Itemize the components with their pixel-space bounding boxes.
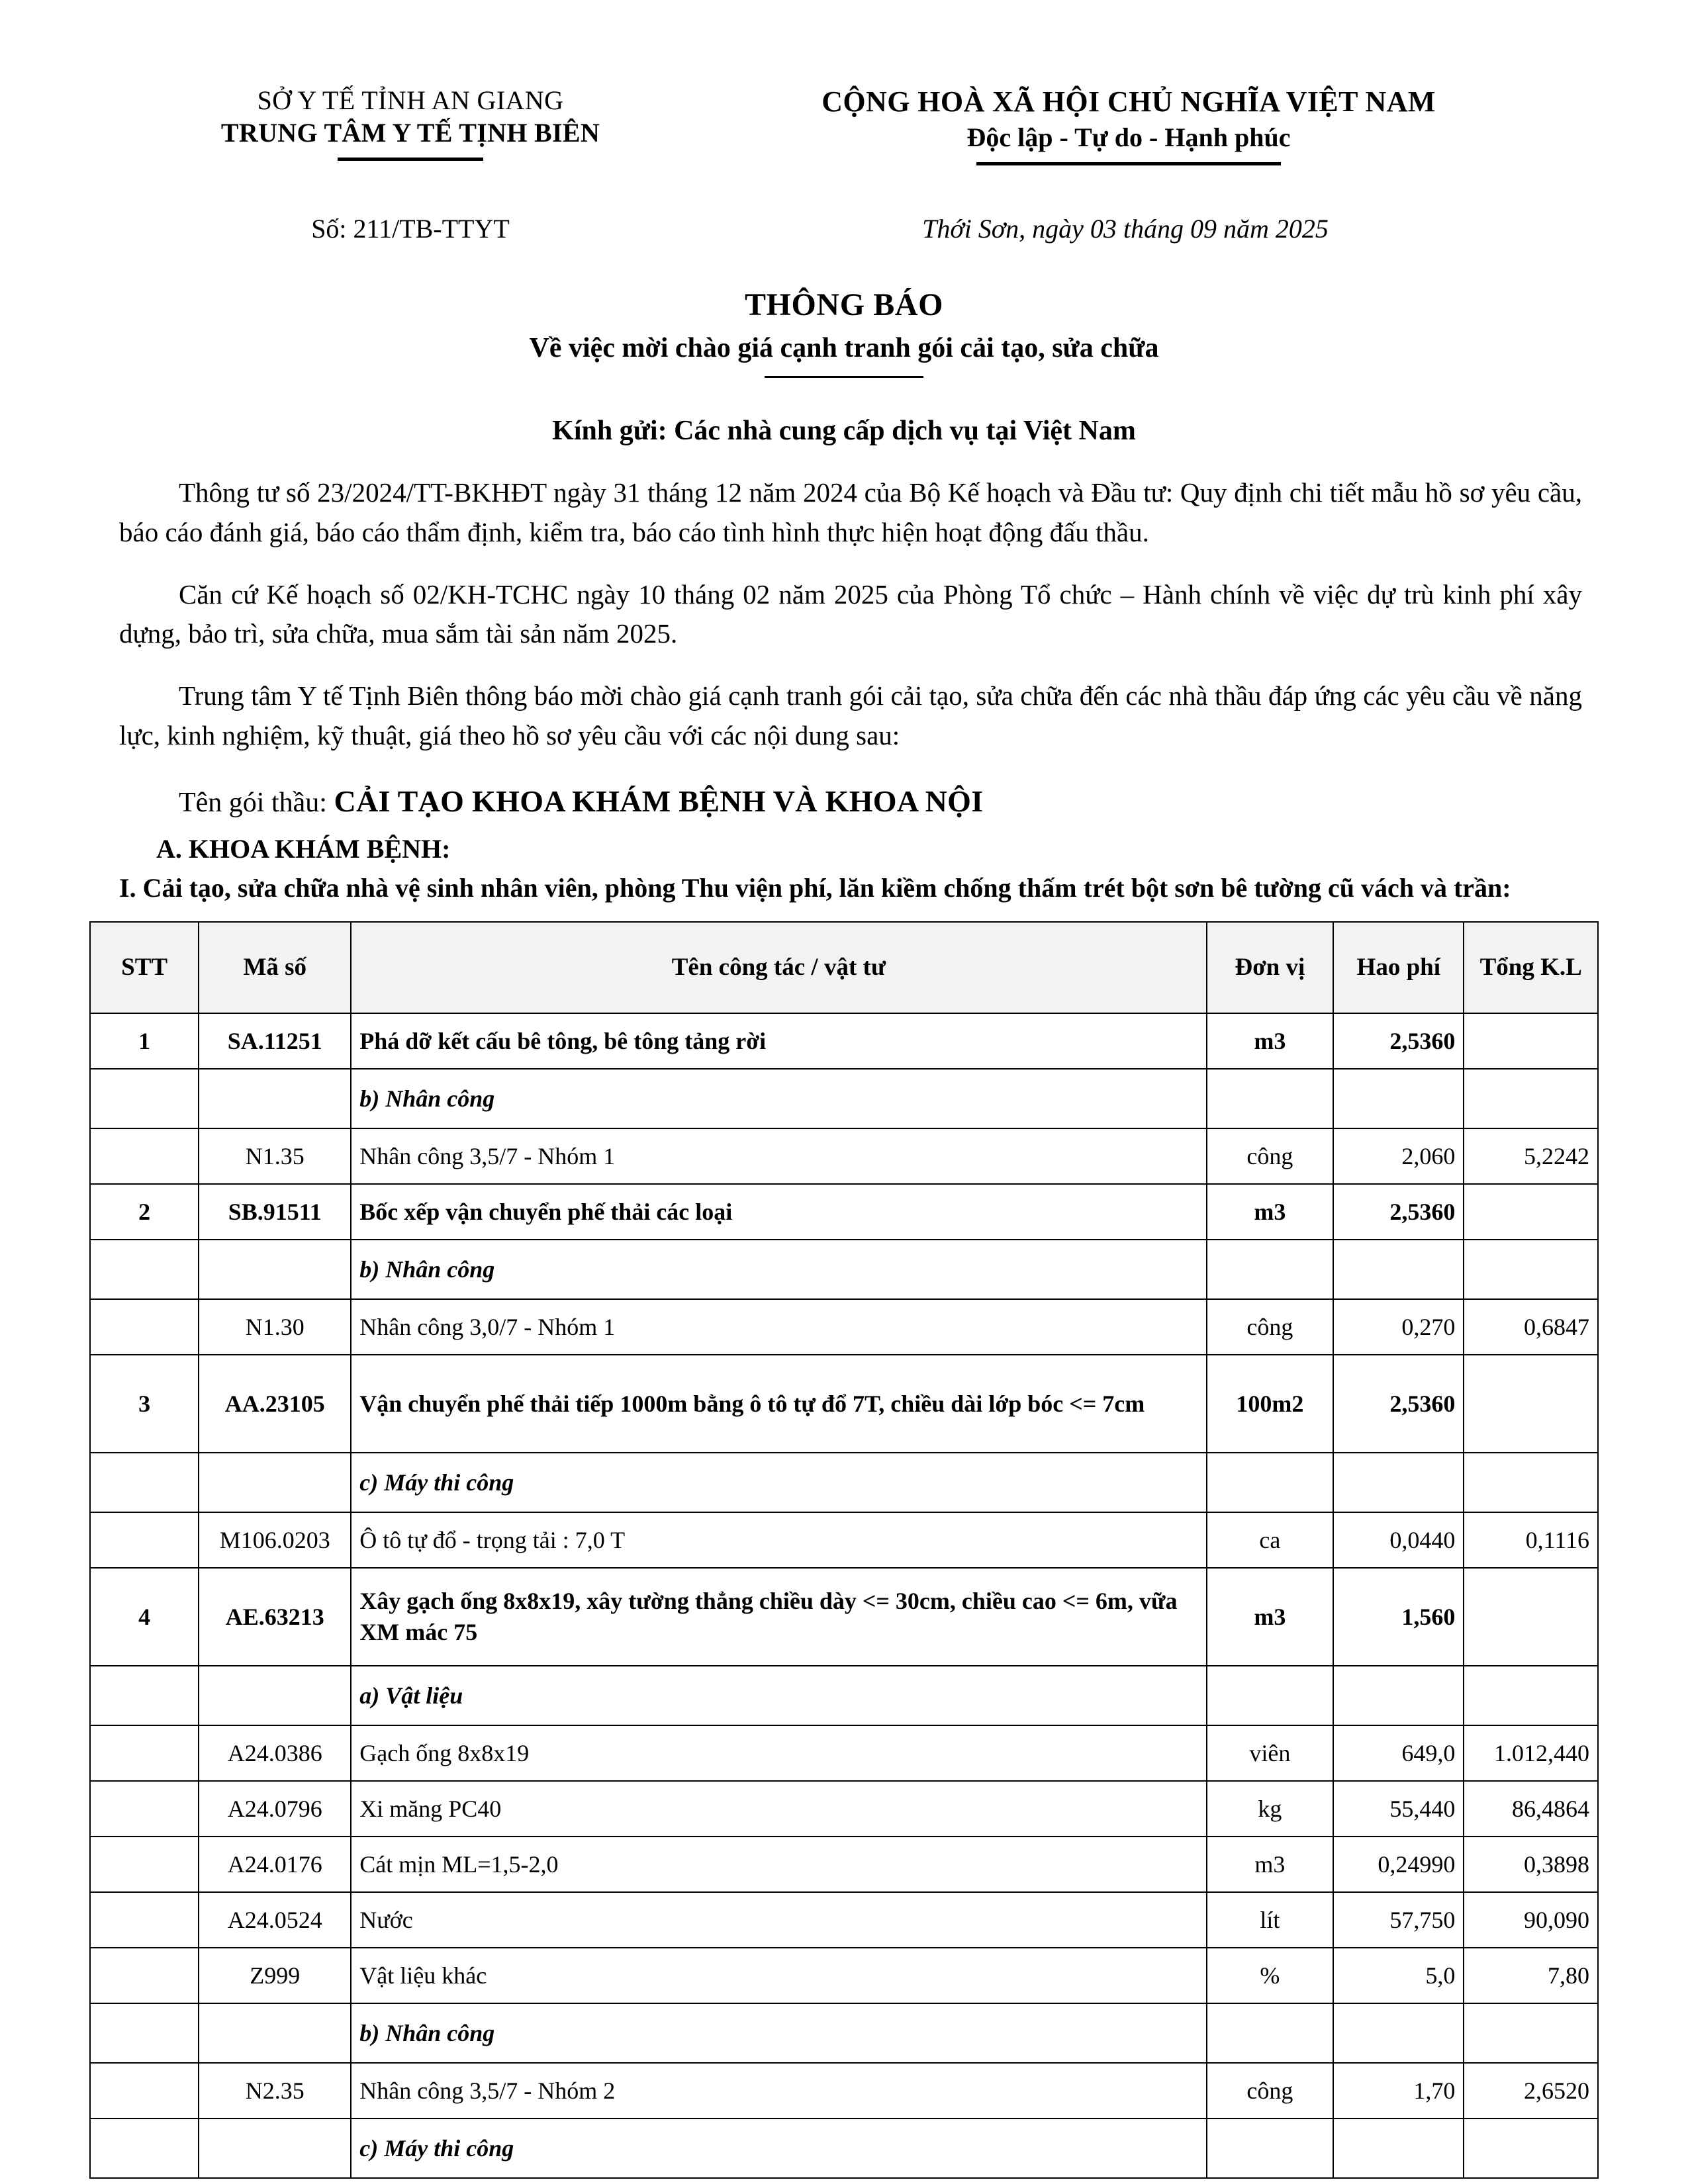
column-header-code: Mã số xyxy=(199,922,351,1013)
cell-stt xyxy=(90,2063,199,2118)
cell-consumption: 0,270 xyxy=(1333,1299,1464,1355)
cell-consumption: 1,560 xyxy=(1333,1568,1464,1666)
place-and-date: Thới Sơn, ngày 03 tháng 09 năm 2025 xyxy=(922,213,1329,244)
national-heading xyxy=(675,85,1582,165)
cell-work-name: Bốc xếp vận chuyển phế thải các loại xyxy=(351,1184,1206,1240)
cell-unit: m3 xyxy=(1207,1837,1334,1892)
cell-stt xyxy=(90,1837,199,1892)
cell-unit xyxy=(1207,1240,1334,1299)
cell-work-name: a) Vật liệu xyxy=(351,1666,1206,1725)
cell-consumption xyxy=(1333,1666,1464,1725)
package-label: Tên gói thầu: xyxy=(179,787,334,818)
cell-unit: công xyxy=(1207,1128,1334,1184)
cell-total-quantity: 5,2242 xyxy=(1464,1128,1598,1184)
cell-stt xyxy=(90,1299,199,1355)
cell-unit xyxy=(1207,2118,1334,2178)
cell-total-quantity xyxy=(1464,1013,1598,1069)
cell-unit: công xyxy=(1207,2063,1334,2118)
cell-code: SB.91511 xyxy=(199,1184,351,1240)
cell-code: A24.0524 xyxy=(199,1892,351,1948)
table-row xyxy=(90,1240,1598,1299)
cell-total-quantity: 2,6520 xyxy=(1464,2063,1598,2118)
cell-stt xyxy=(90,1512,199,1568)
cell-stt: 3 xyxy=(90,1355,199,1453)
column-header-stt: STT xyxy=(90,922,199,1013)
issuing-organization xyxy=(106,85,675,165)
cell-unit: m3 xyxy=(1207,1013,1334,1069)
cell-unit: 100m2 xyxy=(1207,1355,1334,1453)
paragraph-circular-reference: Thông tư số 23/2024/TT-BKHĐT ngày 31 tháng 12 năm 2024 của Bộ Kế hoạch và Đầu tư: Quy định chi tiết mẫu hồ sơ yêu cầu, báo cáo đánh giá, báo cáo thẩm định, kiểm tra, báo cáo tình hình thực hiện hoạt động đấu thầu. xyxy=(119,477,1582,547)
cell-work-name: Vận chuyển phế thải tiếp 1000m bằng ô tô tự đổ 7T, chiều dài lớp bóc <= 7cm xyxy=(351,1355,1206,1453)
cell-code xyxy=(199,1453,351,1512)
cell-total-quantity xyxy=(1464,1069,1598,1128)
column-header-total-quantity: Tổng K.L xyxy=(1464,922,1598,1013)
cell-code: M106.0203 xyxy=(199,1512,351,1568)
cell-total-quantity xyxy=(1464,2003,1598,2063)
cell-stt xyxy=(90,1892,199,1948)
cell-stt xyxy=(90,2118,199,2178)
table-row xyxy=(90,1781,1598,1837)
table-row xyxy=(90,1355,1598,1453)
cell-total-quantity: 1.012,440 xyxy=(1464,1725,1598,1781)
cell-code: Z999 xyxy=(199,1948,351,2003)
cell-unit: % xyxy=(1207,1948,1334,2003)
cell-work-name: b) Nhân công xyxy=(351,1240,1206,1299)
national-motto-slogan: Độc lập - Tự do - Hạnh phúc xyxy=(966,122,1291,152)
cell-stt: 4 xyxy=(90,1568,199,1666)
cell-consumption: 0,0440 xyxy=(1333,1512,1464,1568)
cell-code: A24.0386 xyxy=(199,1725,351,1781)
cell-work-name: Gạch ống 8x8x19 xyxy=(351,1725,1206,1781)
cell-stt xyxy=(90,1666,199,1725)
table-row xyxy=(90,1299,1598,1355)
cell-total-quantity: 0,6847 xyxy=(1464,1299,1598,1355)
cell-stt xyxy=(90,1240,199,1299)
cell-work-name: Nhân công 3,0/7 - Nhóm 1 xyxy=(351,1299,1206,1355)
table-row xyxy=(90,1948,1598,2003)
cell-stt xyxy=(90,1069,199,1128)
cell-total-quantity xyxy=(1464,1184,1598,1240)
document-masthead xyxy=(106,0,1582,165)
cell-code: N1.35 xyxy=(199,1128,351,1184)
table-header-row xyxy=(90,922,1598,1013)
document-number: Số: 211/TB-TTYT xyxy=(311,213,510,244)
cell-work-name: b) Nhân công xyxy=(351,1069,1206,1128)
subtitle-rule xyxy=(765,376,923,378)
cell-stt xyxy=(90,1725,199,1781)
cell-work-name: Ô tô tự đổ - trọng tải : 7,0 T xyxy=(351,1512,1206,1568)
cell-consumption: 57,750 xyxy=(1333,1892,1464,1948)
cell-work-name: Xây gạch ống 8x8x19, xây tường thẳng chiều dày <= 30cm, chiều cao <= 6m, vữa XM mác 75 xyxy=(351,1568,1206,1666)
cell-unit xyxy=(1207,1453,1334,1512)
cell-code: AE.63213 xyxy=(199,1568,351,1666)
cell-consumption: 0,24990 xyxy=(1333,1837,1464,1892)
cell-work-name: Nhân công 3,5/7 - Nhóm 2 xyxy=(351,2063,1206,2118)
cell-code: A24.0796 xyxy=(199,1781,351,1837)
cell-total-quantity xyxy=(1464,1666,1598,1725)
cell-total-quantity: 90,090 xyxy=(1464,1892,1598,1948)
document-title: THÔNG BÁO xyxy=(744,287,944,322)
cell-consumption: 2,5360 xyxy=(1333,1355,1464,1453)
column-header-work-name: Tên công tác / vật tư xyxy=(351,922,1206,1013)
table-row xyxy=(90,2003,1598,2063)
cell-unit xyxy=(1207,1069,1334,1128)
cell-stt: 1 xyxy=(90,1013,199,1069)
package-name: CẢI TẠO KHOA KHÁM BỆNH VÀ KHOA NỘI xyxy=(334,784,984,818)
column-header-consumption: Hao phí xyxy=(1333,922,1464,1013)
table-row xyxy=(90,1069,1598,1128)
cell-stt xyxy=(90,1948,199,2003)
cell-unit xyxy=(1207,2003,1334,2063)
cell-stt xyxy=(90,1128,199,1184)
cell-code xyxy=(199,2003,351,2063)
cell-code: N1.30 xyxy=(199,1299,351,1355)
masthead-left-rule xyxy=(338,158,483,161)
column-header-unit: Đơn vị xyxy=(1207,922,1334,1013)
cell-stt: 2 xyxy=(90,1184,199,1240)
cell-code xyxy=(199,1240,351,1299)
cell-total-quantity xyxy=(1464,1240,1598,1299)
cell-total-quantity: 86,4864 xyxy=(1464,1781,1598,1837)
health-center-name: TRUNG TÂM Y TẾ TỊNH BIÊN xyxy=(220,117,600,148)
cell-code: AA.23105 xyxy=(199,1355,351,1453)
cell-unit: ca xyxy=(1207,1512,1334,1568)
table-row xyxy=(90,1837,1598,1892)
table-header xyxy=(90,922,1598,1013)
cell-consumption xyxy=(1333,1453,1464,1512)
section-i-heading: I. Cải tạo, sửa chữa nhà vệ sinh nhân viên, phòng Thu viện phí, lăn kiềm chống thấm trét bột sơn bê tường cũ vách và trần: xyxy=(119,872,1511,903)
cell-code xyxy=(199,1666,351,1725)
cell-code: A24.0176 xyxy=(199,1837,351,1892)
cell-consumption: 55,440 xyxy=(1333,1781,1464,1837)
cell-work-name: Nhân công 3,5/7 - Nhóm 1 xyxy=(351,1128,1206,1184)
cell-work-name: c) Máy thi công xyxy=(351,2118,1206,2178)
table-body xyxy=(90,1013,1598,2178)
cell-total-quantity: 0,1116 xyxy=(1464,1512,1598,1568)
cell-total-quantity: 7,80 xyxy=(1464,1948,1598,2003)
cell-consumption: 2,5360 xyxy=(1333,1184,1464,1240)
cell-code xyxy=(199,1069,351,1128)
table-row xyxy=(90,2118,1598,2178)
section-a-heading: A. KHOA KHÁM BỆNH: xyxy=(156,833,451,864)
paragraph-plan-reference: Căn cứ Kế hoạch số 02/KH-TCHC ngày 10 tháng 02 năm 2025 của Phòng Tổ chức – Hành chính về việc dự trù kinh phí xây dựng, bảo trì, sửa chữa, mua sắm tài sản năm 2025. xyxy=(119,578,1582,649)
package-name-line xyxy=(119,756,1582,819)
table-row xyxy=(90,1512,1598,1568)
cell-stt xyxy=(90,2003,199,2063)
cell-unit: viên xyxy=(1207,1725,1334,1781)
cell-consumption: 649,0 xyxy=(1333,1725,1464,1781)
cell-work-name: Cát mịn ML=1,5-2,0 xyxy=(351,1837,1206,1892)
cell-unit xyxy=(1207,1666,1334,1725)
cell-total-quantity xyxy=(1464,1355,1598,1453)
cell-consumption xyxy=(1333,2003,1464,2063)
table-row xyxy=(90,2063,1598,2118)
cell-work-name: Vật liệu khác xyxy=(351,1948,1206,2003)
cell-consumption xyxy=(1333,1240,1464,1299)
masthead-right-rule xyxy=(976,162,1281,165)
cell-code: N2.35 xyxy=(199,2063,351,2118)
cell-unit: lít xyxy=(1207,1892,1334,1948)
cell-consumption: 5,0 xyxy=(1333,1948,1464,2003)
cell-total-quantity xyxy=(1464,2118,1598,2178)
table-row xyxy=(90,1892,1598,1948)
addressee-line: Kính gửi: Các nhà cung cấp dịch vụ tại Việt Nam xyxy=(552,415,1136,446)
national-motto-country: CỘNG HOÀ XÃ HỘI CHỦ NGHĨA VIỆT NAM xyxy=(821,85,1436,118)
cell-consumption: 2,060 xyxy=(1333,1128,1464,1184)
cell-total-quantity xyxy=(1464,1453,1598,1512)
cell-code: SA.11251 xyxy=(199,1013,351,1069)
cell-stt xyxy=(90,1453,199,1512)
table-row xyxy=(90,1013,1598,1069)
cell-work-name: Nước xyxy=(351,1892,1206,1948)
cell-unit: công xyxy=(1207,1299,1334,1355)
cell-work-name: Xi măng PC40 xyxy=(351,1781,1206,1837)
cell-unit: m3 xyxy=(1207,1568,1334,1666)
table-row xyxy=(90,1568,1598,1666)
table-row xyxy=(90,1666,1598,1725)
cell-consumption xyxy=(1333,1069,1464,1128)
table-row xyxy=(90,1184,1598,1240)
paragraph-invitation: Trung tâm Y tế Tịnh Biên thông báo mời chào giá cạnh tranh gói cải tạo, sửa chữa đến các nhà thầu đáp ứng các yêu cầu về năng lực, kinh nghiệm, kỹ thuật, giá theo hồ sơ yêu cầu với các nội dung sau: xyxy=(119,680,1582,751)
cell-stt xyxy=(90,1781,199,1837)
table-row xyxy=(90,1453,1598,1512)
document-subtitle: Về việc mời chào giá cạnh tranh gói cải tạo, sửa chữa xyxy=(529,332,1159,363)
cell-work-name: c) Máy thi công xyxy=(351,1453,1206,1512)
bill-of-quantities-table-wrapper xyxy=(89,907,1599,2179)
document-meta-row xyxy=(106,165,1582,244)
cell-work-name: b) Nhân công xyxy=(351,2003,1206,2063)
table-row xyxy=(90,1128,1598,1184)
document-body xyxy=(106,447,1582,907)
cell-consumption: 1,70 xyxy=(1333,2063,1464,2118)
cell-work-name: Phá dỡ kết cấu bê tông, bê tông tảng rời xyxy=(351,1013,1206,1069)
cell-total-quantity: 0,3898 xyxy=(1464,1837,1598,1892)
cell-unit: m3 xyxy=(1207,1184,1334,1240)
table-row xyxy=(90,1725,1598,1781)
cell-consumption: 2,5360 xyxy=(1333,1013,1464,1069)
province-health-department: SỞ Y TẾ TỈNH AN GIANG xyxy=(257,85,564,115)
cell-consumption xyxy=(1333,2118,1464,2178)
cell-total-quantity xyxy=(1464,1568,1598,1666)
bill-of-quantities-table xyxy=(89,921,1599,2179)
cell-unit: kg xyxy=(1207,1781,1334,1837)
cell-code xyxy=(199,2118,351,2178)
